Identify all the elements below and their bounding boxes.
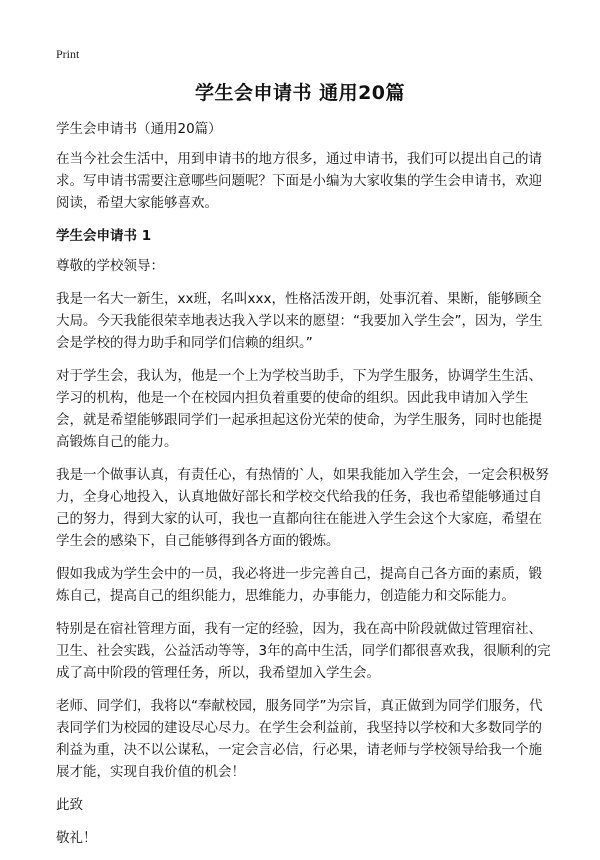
body-paragraph: 我是一个做事认真，有责任心，有热情的`人，如果我能加入学生会，一定会积极努力，全身心地投入，认真地做好部长和学校交代给我的任务，我也希望能够通过自己的努力，得到大家的认可，我也一直都向往在能进入学生会这个大家庭，希望在学生会的感染下，自己能够得到各方面的锻炼。 [56,467,549,549]
body-paragraph: 假如我成为学生会中的一员，我必将进一步完善自己，提高自己各方面的素质，锻炼自己，提高自己的组织能力，思维能力，办事能力，创造能力和交际能力。 [56,566,542,604]
salutation: 尊敬的学校领导： [56,258,164,274]
body-paragraph: 老师、同学们，我将以“奉献校园，服务同学”为宗旨，真正做到为同学们服务，代表同学们为校园的建设尽心尽力。在学生会利益前，我坚持以学校和大多数同学的利益为重，决不以公谋私，一定会言必信，行必果，请老师与学校领导给我一个施展才能，实现自我价值的机会！ [56,698,543,780]
section-title: 学生会申请书 1 [56,228,152,244]
print-link[interactable]: Print [56,47,80,61]
regards: 敬礼！ [56,830,97,846]
page-title: 学生会申请书 通用20篇 [194,82,406,104]
intro-paragraph: 在当今社会生活中，用到申请书的地方很多，通过申请书，我们可以提出自己的请求。写申请书需要注意哪些问题呢？下面是小编为大家收集的学生会申请书，欢迎阅读，希望大家能够喜欢。 [56,151,542,211]
closing: 此致 [56,797,83,813]
body-paragraph: 特别是在宿社管理方面，我有一定的经验，因为，我在高中阶段就做过管理宿社、卫生、社会实践，公益活动等等，3年的高中生活，同学们都很喜欢我，很顺利的完成了高中阶段的管理任务，所以，我希望加入学生会。 [56,621,551,681]
document-subtitle: 学生会申请书（通用20篇） [56,121,222,137]
document-body [56,118,551,860]
body-paragraph: 我是一名大一新生，xx班，名叫xxx，性格活泼开朗，处事沉着、果断，能够顾全大局。今天我能很荣幸地表达我入学以来的愿望：“我要加入学生会”，因为，学生会是学校的得力助手和同学们信赖的组织。” [56,291,543,351]
body-paragraph: 对于学生会，我认为，他是一个上为学校当助手，下为学生服务，协调学生生活、学习的机构，他是一个在校园内担负着重要的使命的组织。因此我申请加入学生会，就是希望能够跟同学们一起承担起这份光荣的使命，为学生服务，同时也能提高锻炼自己的能力。 [56,368,542,450]
